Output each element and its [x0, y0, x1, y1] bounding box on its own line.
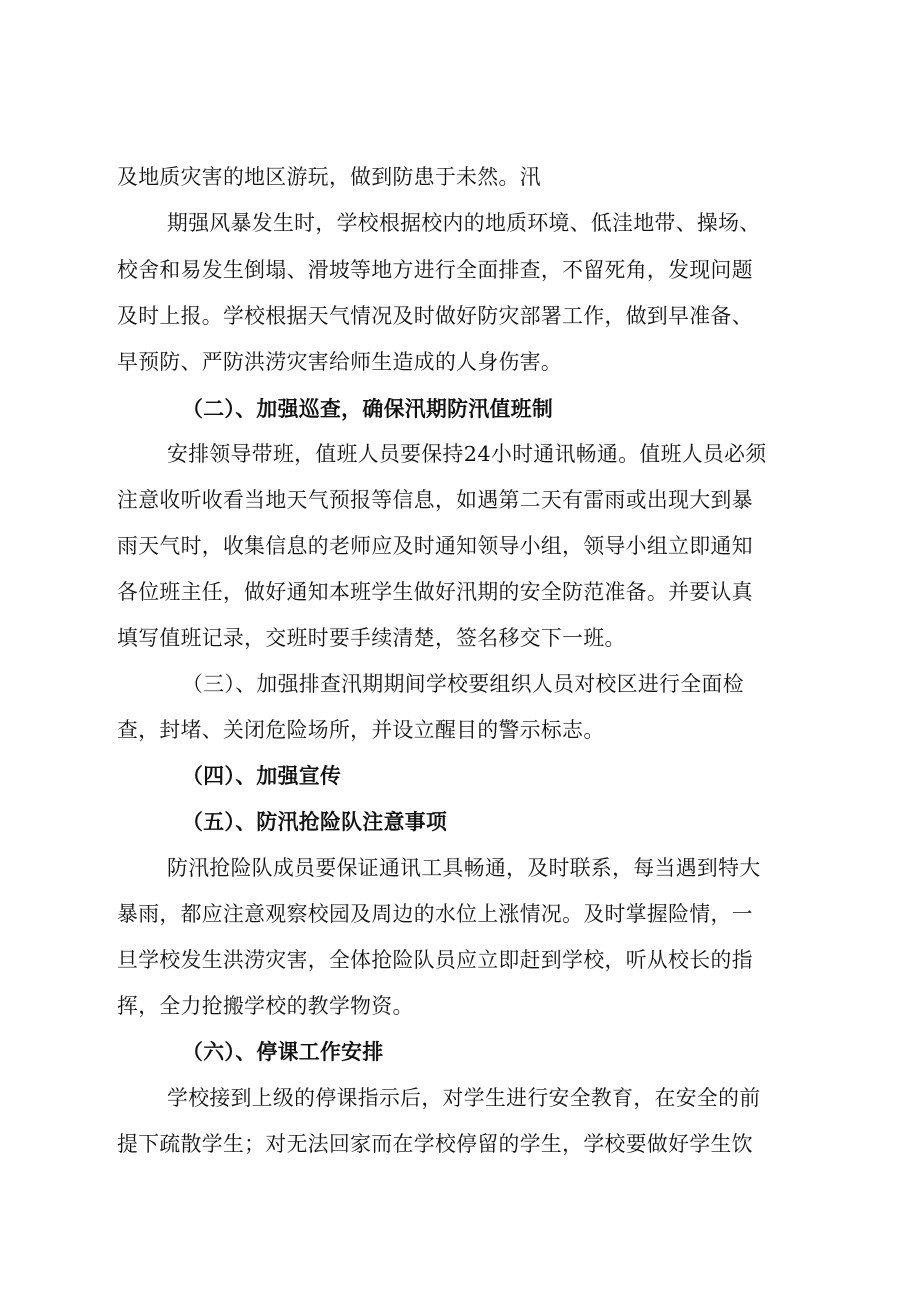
paragraph-line: 暴雨，都应注意观察校园及周边的水位上涨情况。及时掌握险情，一: [117, 902, 753, 926]
paragraph-line: 注意收听收看当地天气预报等信息，如遇第二天有雷雨或出现大到暴: [117, 488, 753, 512]
section-heading-6: （六）、停课工作安排: [182, 1039, 384, 1064]
paragraph-line: 提下疏散学生；对无法回家而在学校停留的学生，学校要做好学生饮: [117, 1132, 753, 1156]
paragraph-line: 学校接到上级的停课指示后，对学生进行安全教育，在安全的前: [167, 1086, 761, 1110]
paragraph-line: （三）、加强排查汛期期间学校要组织人员对校区进行全面检: [182, 672, 744, 696]
paragraph-line: 雨天气时，收集信息的老师应及时通知领导小组，领导小组立即通知: [117, 534, 753, 558]
paragraph-line: 旦学校发生洪涝灾害，全体抢险队员应立即赶到学校，听从校长的指: [117, 948, 753, 972]
paragraph-line: 各位班主任，做好通知本班学生做好汛期的安全防范准备。并要认真: [117, 580, 753, 604]
paragraph-line: 早预防、严防洪涝灾害给师生造成的人身伤害。: [117, 350, 563, 374]
paragraph-line: 填写值班记录，交班时要手续清楚，签名移交下一班。: [117, 626, 626, 650]
section-heading-2: （二）、加强巡查，确保汛期防汛值班制: [182, 396, 554, 421]
paragraph-line: 期强风暴发生时，学校根据校内的地质环境、低洼地带、操场、: [167, 211, 761, 235]
paragraph-line: 校舍和易发生倒塌、滑坡等地方进行全面排查，不留死角，发现问题: [117, 258, 753, 282]
section-heading-4: （四）、加强宣传: [182, 763, 342, 788]
paragraph-line: 挥，全力抢搬学校的教学物资。: [117, 994, 414, 1018]
paragraph-line: 查，封堵、关闭危险场所，并设立醒目的警示标志。: [117, 718, 605, 742]
paragraph-line: 安排领导带班，值班人员要保持24小时通讯畅通。值班人员必须: [167, 442, 767, 466]
paragraph-line: 防汛抢险队成员要保证通讯工具畅通，及时联系，每当遇到特大: [167, 856, 761, 880]
section-heading-5: （五）、防汛抢险队注意事项: [182, 809, 448, 834]
paragraph-line: 及地质灾害的地区游玩，做到防患于未然。汛: [117, 165, 541, 189]
paragraph-line: 及时上报。学校根据天气情况及时做好防灾部署工作，做到早准备、: [117, 304, 753, 328]
